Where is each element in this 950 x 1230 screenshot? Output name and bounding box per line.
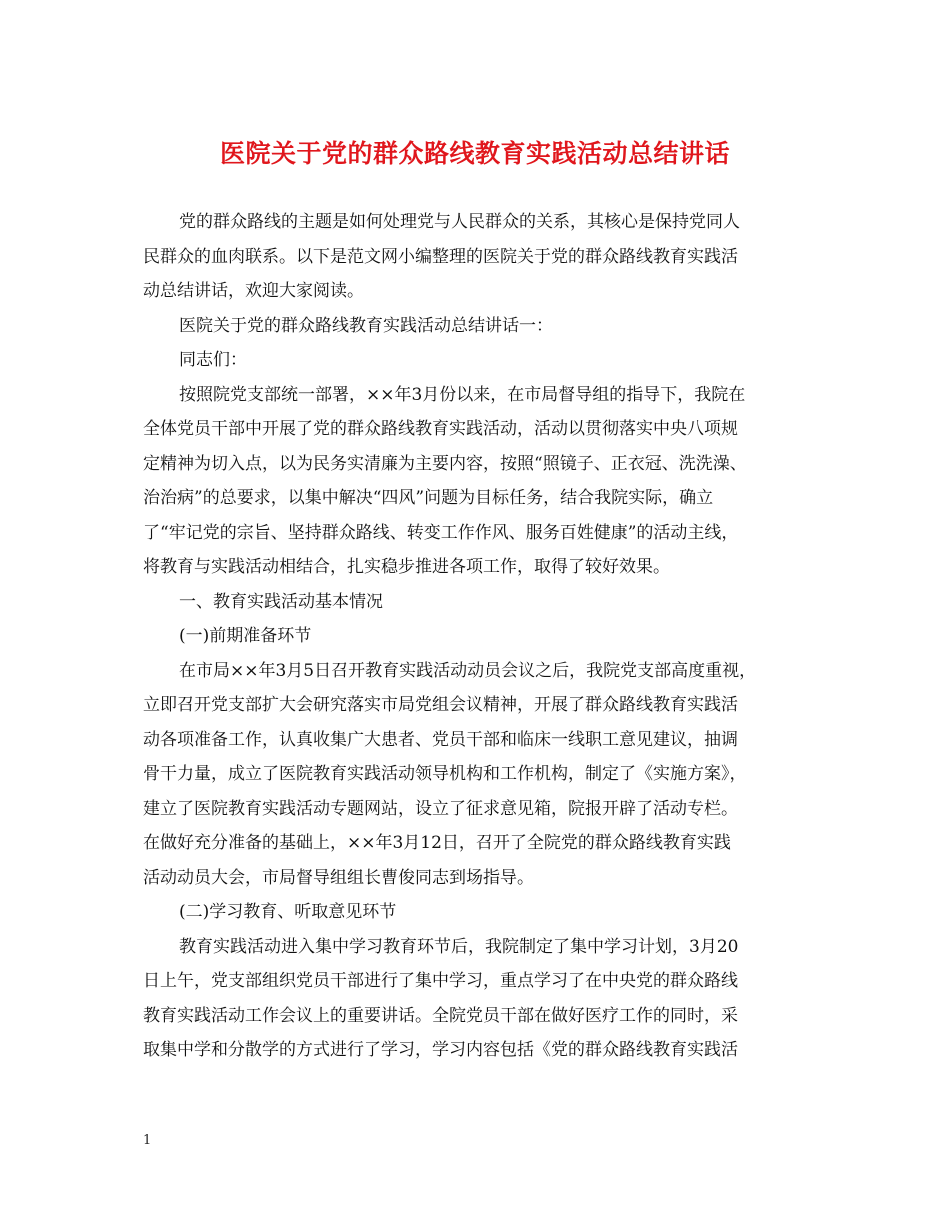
body-line: 在做好充分准备的基础上，××年3月12日，召开了全院党的群众路线教育实践 [143, 833, 731, 853]
body-line: 全体党员干部中开展了党的群众路线教育实践活动，活动以贯彻落实中央八项规 [143, 419, 738, 439]
body-line: (二)学习教育、听取意见环节 [179, 902, 397, 922]
body-line: 活动动员大会，市局督导组组长曹俊同志到场指导。 [143, 867, 534, 888]
body-line: 同志们： [179, 350, 247, 370]
body-line: 治治病”的总要求，以集中解决“四风”问题为目标任务，结合我院实际，确立 [143, 488, 714, 508]
body-line: 动总结讲话，欢迎大家阅读。 [143, 281, 364, 301]
page-number: 1 [143, 1133, 152, 1148]
body-line: 立即召开党支部扩大会研究落实市局党组会议精神，开展了群众路线教育实践活 [143, 695, 738, 715]
body-line: 教育实践活动工作会议上的重要讲话。全院党员干部在做好医疗工作的同时，采 [143, 1005, 738, 1026]
body-line: 定精神为切入点，以为民务实清廉为主要内容，按照“照镜子、正衣冠、洗洗澡、 [143, 453, 747, 474]
body-line: 日上午，党支部组织党员干部进行了集中学习，重点学习了在中央党的群众路线 [143, 971, 738, 991]
body-line: 一、教育实践活动基本情况 [179, 591, 383, 612]
body-line: 医院关于党的群众路线教育实践活动总结讲话一： [179, 315, 553, 336]
body-line: 了“牢记党的宗旨、坚持群众路线、转变工作作风、服务百姓健康”的活动主线， [143, 522, 739, 543]
body-line: 骨干力量，成立了医院教育实践活动领导机构和工作机构，制定了《实施方案》， [143, 764, 747, 784]
body-line: 民群众的血肉联系。以下是范文网小编整理的医院关于党的群众路线教育实践活 [143, 246, 738, 267]
body-line: 在市局××年3月5日召开教育实践活动动员会议之后，我院党支部高度重视， [179, 660, 757, 681]
document-body [143, 205, 833, 1068]
body-line: 将教育与实践活动相结合，扎实稳步推进各项工作，取得了较好效果。 [143, 557, 670, 577]
body-line: 党的群众路线的主题是如何处理党与人民群众的关系，其核心是保持党同人 [179, 212, 740, 232]
document-title: 医院关于党的群众路线教育实践活动总结讲话 [219, 139, 730, 168]
body-line: 建立了医院教育实践活动专题网站，设立了征求意见箱，院报开辟了活动专栏。 [143, 798, 738, 819]
body-line: 取集中学和分散学的方式进行了学习，学习内容包括《党的群众路线教育实践活 [143, 1040, 738, 1060]
body-line: 按照院党支部统一部署，××年3月份以来，在市局督导组的指导下，我院在 [179, 384, 746, 405]
body-line: (一)前期准备环节 [179, 626, 312, 646]
body-line: 教育实践活动进入集中学习教育环节后，我院制定了集中学习计划，3月20 [179, 936, 739, 957]
body-line: 动各项准备工作，认真收集广大患者、党员干部和临床一线职工意见建议，抽调 [143, 729, 738, 750]
